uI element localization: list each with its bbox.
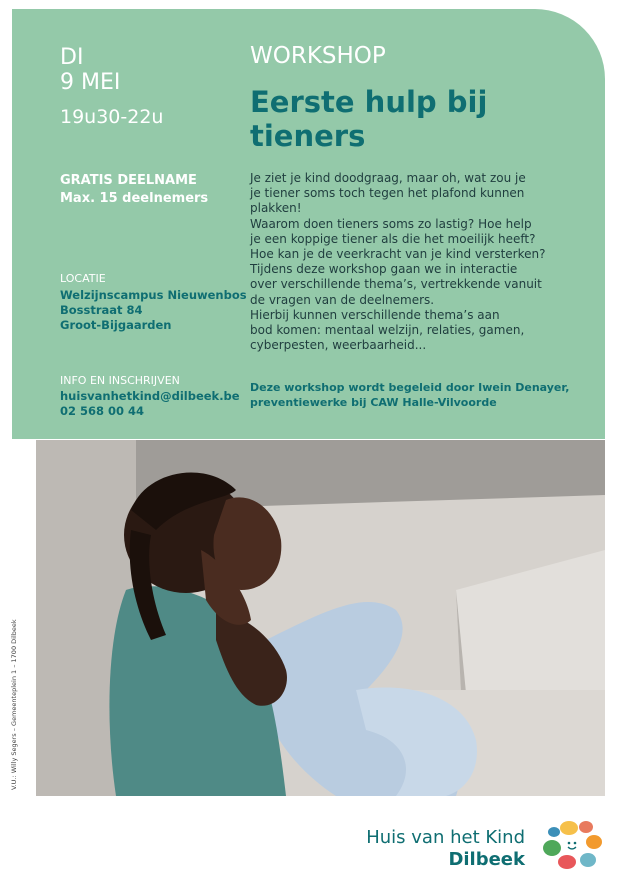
event-title: Eerste hulp bij tieners [250, 85, 488, 153]
max-participants: Max. 15 deelnemers [60, 191, 209, 206]
contact-label: INFO EN INSCHRIJVEN [60, 374, 180, 387]
free-participation: GRATIS DEELNAME [60, 173, 197, 188]
event-day: DI 9 MEI [60, 45, 121, 95]
vu-text: V.U.: Willy Segers – Gemeenteplein 1 – 1700 Dilbeek [10, 619, 18, 790]
event-time: 19u30-22u [60, 106, 164, 128]
contact-email[interactable]: huisvanhetkind@dilbeek.be [60, 389, 240, 403]
event-kicker: WORKSHOP [250, 43, 386, 69]
brand-name: Huis van het Kind [366, 827, 525, 848]
header-panel [12, 9, 605, 439]
teen-photo [36, 440, 605, 796]
contact-phone[interactable]: 02 568 00 44 [60, 404, 145, 418]
huis-van-het-kind-logo [542, 818, 604, 874]
location-name: Welzijnscampus Nieuwenbos [60, 288, 247, 302]
location-label: LOCATIE [60, 272, 106, 285]
workshop-credits: Deze workshop wordt begeleid door Iwein Denayer, preventiewerke bij CAW Halle-Vilvoorde [250, 381, 570, 409]
brand-location: Dilbeek [448, 849, 525, 870]
location-city: Groot-Bijgaarden [60, 318, 172, 332]
event-description: Je ziet je kind doodgraag, maar oh, wat zou je je tiener soms toch tegen het plafond kunnen plakken! Waarom doen tieners soms zo lastig? Hoe help je een koppige tiener als die het moeilijk heeft? Hoe kan je de veerkracht van je kind versterken? Tijdens deze workshop gaan we in interactie over verschillende thema’s, vertrekkende vanuit de vragen van de deelnemers. Hierbij kunnen verschillende thema’s aan bod komen: mentaal welzijn, relaties, gamen, cyberpesten, weerbaarheid... [250, 171, 546, 353]
location-street: Bosstraat 84 [60, 303, 143, 317]
